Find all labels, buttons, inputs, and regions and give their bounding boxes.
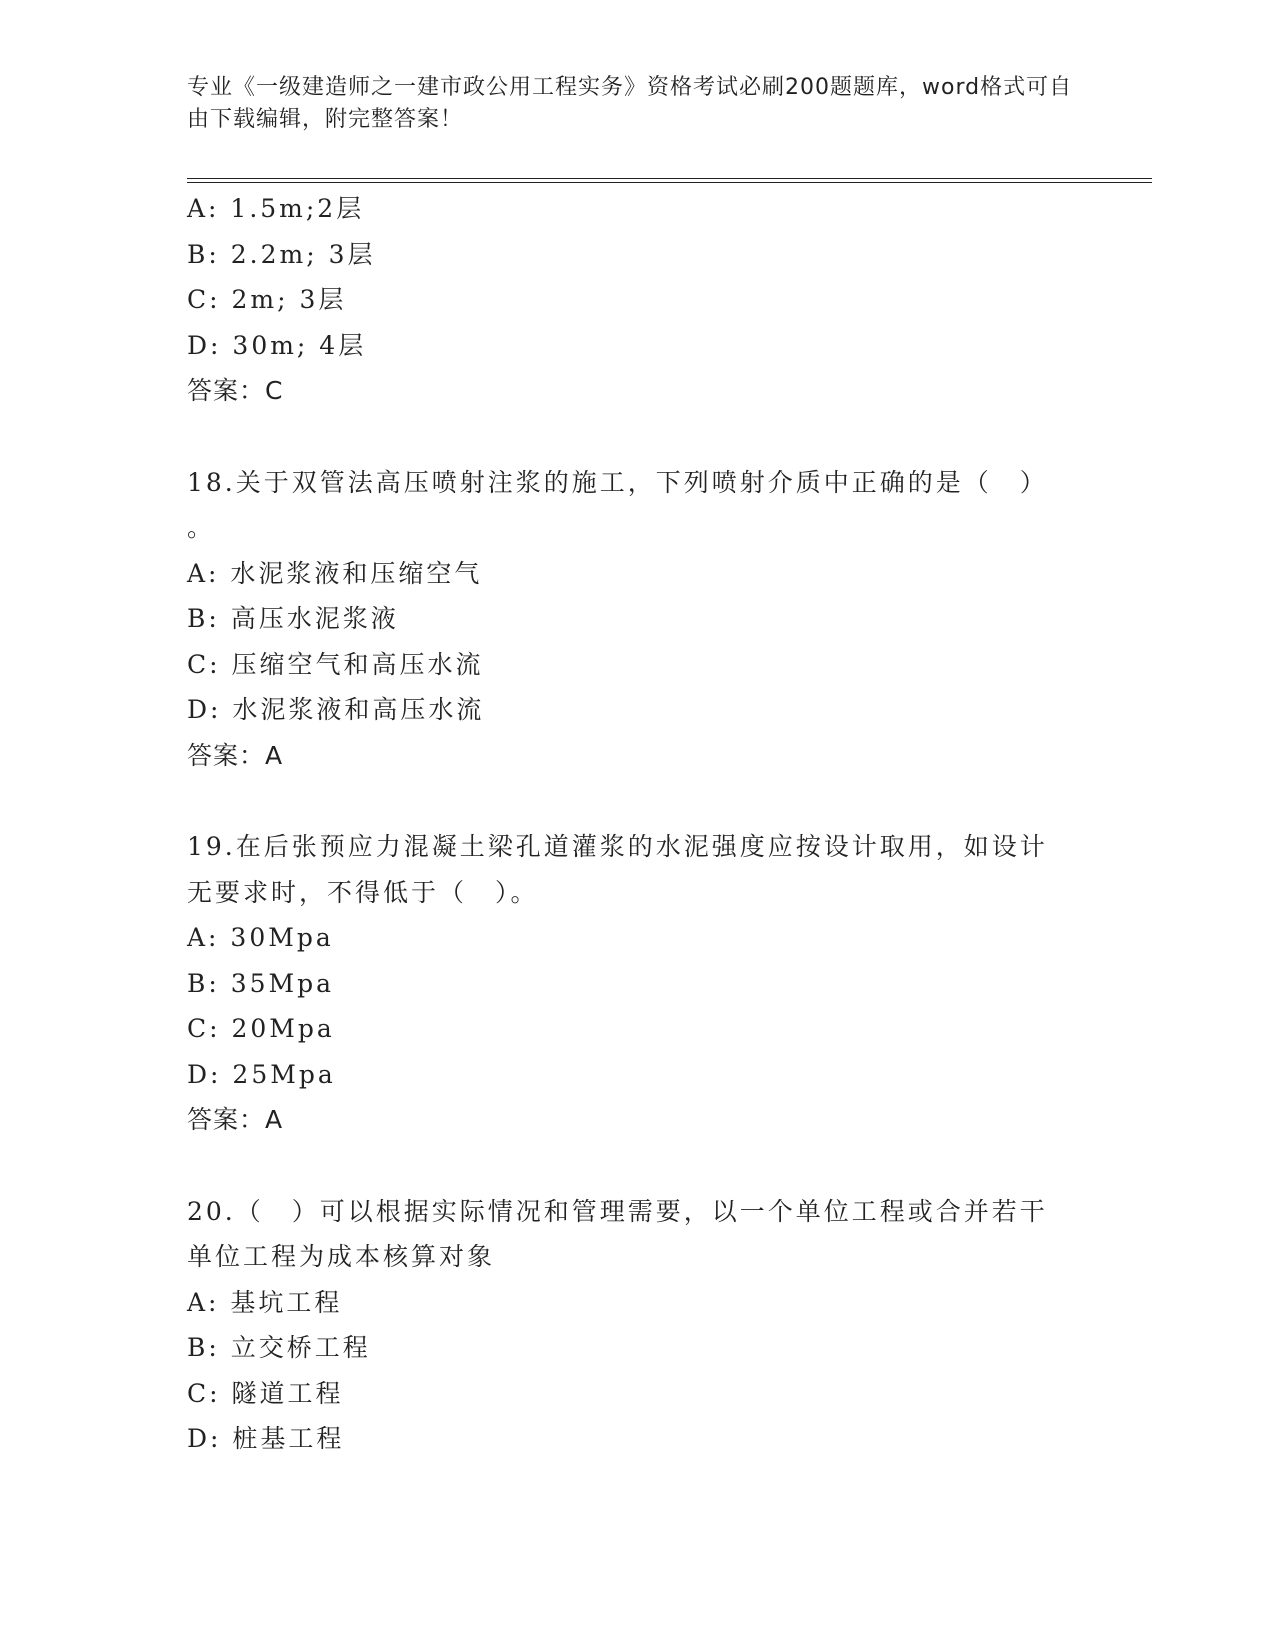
question-18 (187, 460, 1087, 779)
q20-option-b: B: 立交桥工程 (187, 1333, 371, 1362)
q17-option-b: B: 2.2m; 3层 (187, 239, 376, 269)
q18-question-line2: 。 (187, 513, 216, 542)
q18-option-c: C: 压缩空气和高压水流 (187, 649, 484, 679)
q19-question-line1: 19.在后张预应力混凝土梁孔道灌浆的水泥强度应按设计取用，如设计 (187, 832, 1048, 861)
question-20 (187, 1189, 1087, 1462)
q19-option-d: D: 25Mpa (187, 1059, 336, 1089)
q18-question-line1: 18.关于双管法高压喷射注浆的施工，下列喷射介质中正确的是（ ） (187, 467, 1048, 497)
q18-option-b: B: 高压水泥浆液 (187, 604, 399, 633)
spacer (187, 1143, 1087, 1189)
q19-option-c: C: 20Mpa (187, 1014, 335, 1043)
q17-option-d: D: 30m; 4层 (187, 330, 367, 360)
q18-answer: 答案：A (187, 740, 284, 770)
question-content (187, 186, 1087, 1462)
q20-option-a: A: 基坑工程 (187, 1287, 343, 1317)
q17-option-a: A: 1.5m;2层 (187, 194, 365, 223)
q19-option-b: B: 35Mpa (187, 968, 335, 998)
q20-option-c: C: 隧道工程 (187, 1378, 344, 1408)
q20-question-line2: 单位工程为成本核算对象 (187, 1242, 496, 1271)
q20-question-line1: 20.（ ）可以根据实际情况和管理需要，以一个单位工程或合并若干 (187, 1196, 1048, 1226)
spacer (187, 414, 1087, 460)
question-19 (187, 824, 1087, 1143)
q17-option-c: C: 2m; 3层 (187, 285, 347, 314)
spacer (187, 778, 1087, 824)
q19-answer: 答案：A (187, 1105, 284, 1134)
header-divider (187, 178, 1152, 183)
page-header-title: 专业《一级建造师之一建市政公用工程实务》资格考试必刷200题题库，word格式可自由下载编辑，附完整答案！ (187, 75, 1073, 132)
q18-option-a: A: 水泥浆液和压缩空气 (187, 558, 483, 588)
q18-option-d: D: 水泥浆液和高压水流 (187, 695, 485, 724)
q20-option-d: D: 桩基工程 (187, 1424, 345, 1453)
q19-option-a: A: 30Mpa (187, 923, 334, 952)
question-17 (187, 186, 1087, 414)
q17-answer: 答案：C (187, 376, 284, 405)
q19-question-line2: 无要求时，不得低于（ ）。 (187, 877, 539, 907)
